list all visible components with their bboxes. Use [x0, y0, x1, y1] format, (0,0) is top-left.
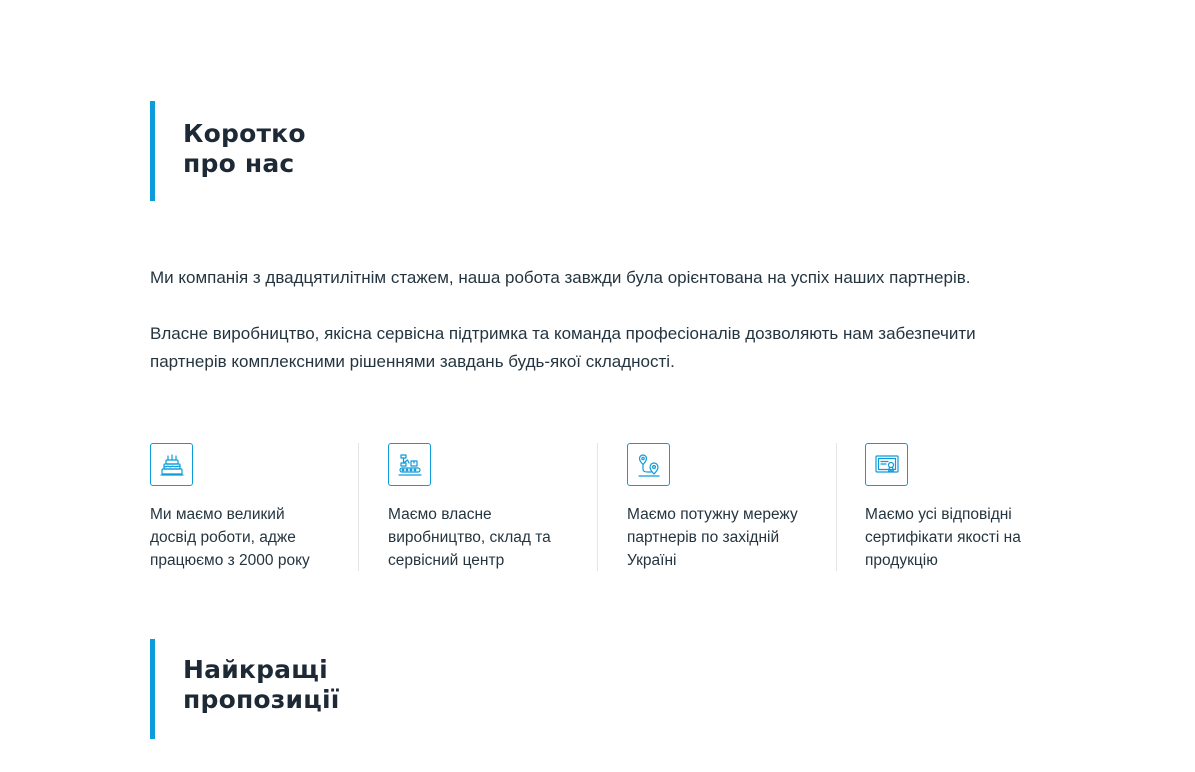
offers-title-line2: пропозиції — [183, 685, 340, 714]
feature-certificates-text: Маємо усі відповідні сертифікати якості на продукцію — [865, 506, 1021, 569]
feature-partners-text: Маємо потужну мережу партнерів по західній Україні — [627, 506, 798, 569]
route-map-pin-icon — [627, 443, 670, 486]
about-intro-paragraph-2: Власне виробництво, якісна сервісна підтримка та команда професіоналів дозволяють нам забезпечити партнерів комплексними рішеннями завдань будь-якої складності. — [150, 324, 976, 371]
factory-conveyor-icon — [388, 443, 431, 486]
about-intro-paragraph-1: Ми компанія з двадцятилітнім стажем, наша робота завжди була орієнтована на успіх наших партнерів. — [150, 268, 971, 287]
about-section-heading — [150, 101, 550, 201]
offers-title-line1: Найкращі — [183, 655, 328, 684]
feature-experience-text: Ми маємо великий досвід роботи, адже працюємо з 2000 року — [150, 506, 310, 569]
offers-title — [183, 639, 550, 715]
certificate-icon — [865, 443, 908, 486]
feature-certificates — [837, 443, 1050, 571]
feature-production-text: Маємо власне виробництво, склад та сервісний центр — [388, 506, 551, 569]
feature-experience — [150, 443, 359, 571]
features-row — [150, 443, 1050, 571]
cake-icon — [150, 443, 193, 486]
about-title-line2: про нас — [183, 149, 295, 178]
feature-partners — [598, 443, 837, 571]
about-title — [183, 101, 550, 179]
feature-production — [359, 443, 598, 571]
offers-section-heading — [150, 639, 550, 739]
about-title-line1: Коротко — [183, 119, 306, 148]
